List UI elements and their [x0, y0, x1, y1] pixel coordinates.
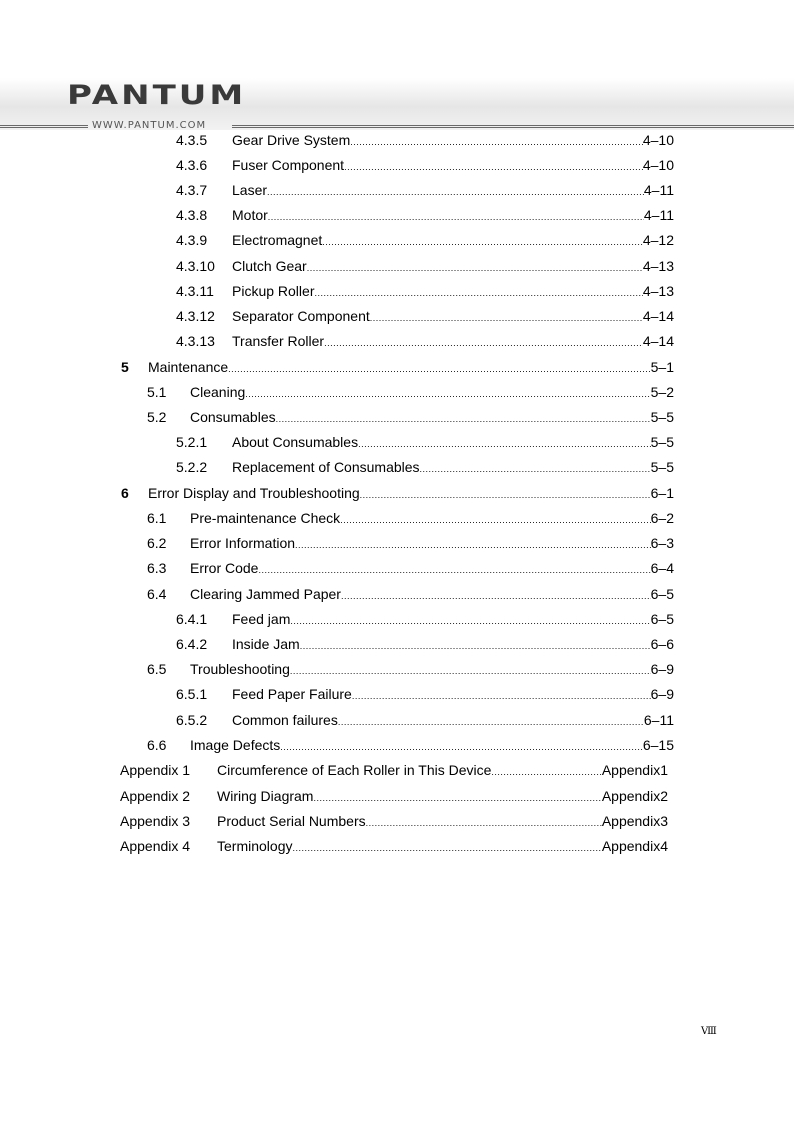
- toc-entry[interactable]: [176, 155, 674, 175]
- toc-entry-number: 6.5.2: [176, 712, 208, 728]
- toc-appendix[interactable]: [120, 836, 668, 856]
- toc-entry-title: Clutch Gear: [232, 258, 307, 274]
- toc-entry[interactable]: [176, 130, 674, 150]
- toc-entry[interactable]: [147, 533, 674, 553]
- toc-appendix[interactable]: [120, 786, 668, 806]
- toc-entry-number: Appendix 1: [120, 762, 191, 778]
- toc-leader-dots: [280, 737, 643, 757]
- toc-entry-title: Troubleshooting: [190, 661, 290, 677]
- toc-entry[interactable]: [176, 205, 674, 225]
- toc-entry-page: 5–5: [650, 459, 674, 475]
- toc-entry-title: Product Serial Numbers: [217, 813, 366, 829]
- toc-entry[interactable]: [176, 457, 674, 477]
- toc-entry-page: 5–1: [650, 359, 674, 375]
- toc-entry-page: 4–11: [643, 182, 674, 198]
- toc-entry-number: 6.2: [147, 535, 167, 551]
- toc-entry-title: About Consumables: [232, 434, 359, 450]
- toc-entry[interactable]: [147, 382, 674, 402]
- toc-entry-title: Maintenance: [148, 359, 229, 375]
- toc-leader-dots: [300, 636, 651, 656]
- toc-leader-dots: [322, 232, 643, 252]
- toc-entry[interactable]: [176, 432, 674, 452]
- toc-entry-number: 4.3.5: [176, 132, 208, 148]
- toc-leader-dots: [295, 535, 651, 555]
- toc-entry-number: 6.3: [147, 560, 167, 576]
- toc-entry-number: 4.3.12: [176, 308, 215, 324]
- toc-entry-number: 4.3.13: [176, 333, 215, 349]
- toc-chapter[interactable]: [121, 357, 674, 377]
- toc-entry-number: 5.2: [147, 409, 167, 425]
- toc-entry[interactable]: [147, 584, 674, 604]
- toc-leader-dots: [307, 258, 643, 278]
- toc-entry[interactable]: [147, 407, 674, 427]
- toc-entry-page: Appendix1: [601, 762, 668, 778]
- toc-entry-number: Appendix 3: [120, 813, 191, 829]
- toc-entry-title: Error Information: [190, 535, 296, 551]
- toc-entry-title: Error Code: [190, 560, 259, 576]
- toc-entry-number: Appendix 4: [120, 838, 191, 854]
- toc-entry-number: 5.1: [147, 384, 167, 400]
- toc-entry-number: 4.3.10: [176, 258, 215, 274]
- toc-entry-title: Clearing Jammed Paper: [190, 586, 341, 602]
- toc-entry-title: Image Defects: [190, 737, 281, 753]
- header-rule-left: [0, 125, 88, 128]
- toc-entry-page: 6–3: [650, 535, 674, 551]
- toc-entry-title: Fuser Component: [232, 157, 345, 173]
- toc-leader-dots: [340, 510, 650, 530]
- toc-entry[interactable]: [176, 180, 674, 200]
- toc-entry[interactable]: [176, 331, 674, 351]
- toc-entry[interactable]: [176, 634, 674, 654]
- toc-leader-dots: [358, 434, 651, 454]
- toc-leader-dots: [258, 560, 650, 580]
- toc-leader-dots: [268, 207, 644, 227]
- toc-entry-title: Feed jam: [232, 611, 291, 627]
- toc-entry-title: Pickup Roller: [232, 283, 315, 299]
- toc-entry-page: 4–10: [642, 132, 674, 148]
- toc-leader-dots: [341, 586, 651, 606]
- toc-entry-page: 4–14: [642, 333, 674, 349]
- toc-entry-title: Wiring Diagram: [217, 788, 314, 804]
- toc-entry-number: 5.2.1: [176, 434, 208, 450]
- toc-leader-dots: [314, 283, 642, 303]
- toc-leader-dots: [245, 384, 650, 404]
- page-number: Ⅷ: [701, 1026, 717, 1037]
- toc-entry-title: Terminology: [217, 838, 293, 854]
- toc-entry[interactable]: [147, 508, 674, 528]
- toc-entry-page: 4–12: [642, 232, 674, 248]
- toc-entry-page: 4–13: [642, 283, 674, 299]
- toc-entry-page: 6–9: [650, 686, 674, 702]
- toc-entry-page: Appendix4: [601, 838, 668, 854]
- toc-entry-number: 4.3.6: [176, 157, 208, 173]
- toc-entry[interactable]: [147, 735, 674, 755]
- toc-leader-dots: [313, 788, 601, 808]
- toc-entry-title: Common failures: [232, 712, 338, 728]
- toc-entry[interactable]: [176, 306, 674, 326]
- toc-entry-number: 4.3.7: [176, 182, 208, 198]
- toc-entry-title: Separator Component: [232, 308, 370, 324]
- toc-entry[interactable]: [176, 609, 674, 629]
- toc-entry-page: 6–5: [650, 611, 674, 627]
- toc-entry-page: Appendix2: [601, 788, 668, 804]
- pantum-logo: PANTUM: [67, 80, 247, 112]
- toc-entry-number: Appendix 2: [120, 788, 191, 804]
- toc-entry-number: 4.3.11: [176, 283, 214, 299]
- toc-appendix[interactable]: [120, 811, 668, 831]
- toc-leader-dots: [324, 333, 643, 353]
- toc-entry-title: Gear Drive System: [232, 132, 351, 148]
- toc-leader-dots: [360, 485, 651, 505]
- toc-entry-title: Cleaning: [190, 384, 246, 400]
- toc-entry-page: 6–4: [650, 560, 674, 576]
- toc-entry-number: 6.4.2: [176, 636, 208, 652]
- toc-entry-title: Laser: [232, 182, 268, 198]
- toc-entry-page: Appendix3: [601, 813, 668, 829]
- toc-entry-number: 6.4: [147, 586, 167, 602]
- toc-entry-title: Pre-maintenance Check: [190, 510, 341, 526]
- toc-entry-page: 4–13: [642, 258, 674, 274]
- toc-entry-title: Error Display and Troubleshooting: [148, 485, 360, 501]
- toc-entry-title: Transfer Roller: [232, 333, 325, 349]
- toc-entry-number: 6: [121, 485, 129, 501]
- toc-entry-page: 6–2: [650, 510, 674, 526]
- toc-entry-title: Feed Paper Failure: [232, 686, 352, 702]
- toc-entry-number: 6.5: [147, 661, 167, 677]
- toc-leader-dots: [420, 459, 651, 479]
- toc-leader-dots: [350, 132, 643, 152]
- toc-leader-dots: [338, 712, 644, 732]
- toc-entry-number: 6.6: [147, 737, 167, 753]
- header-url: WWW.PANTUM.COM: [92, 120, 207, 131]
- toc-entry-number: 4.3.9: [176, 232, 208, 248]
- toc-entry-page: 4–11: [643, 207, 674, 223]
- toc-leader-dots: [267, 182, 644, 202]
- toc-entry-page: 6–6: [650, 636, 674, 652]
- toc-entry-title: Electromagnet: [232, 232, 323, 248]
- toc-entry-number: 6.4.1: [176, 611, 208, 627]
- toc-leader-dots: [290, 611, 650, 631]
- toc-entry-title: Consumables: [190, 409, 276, 425]
- toc-entry[interactable]: [176, 281, 674, 301]
- toc-entry-page: 4–14: [642, 308, 674, 324]
- toc-entry[interactable]: [147, 558, 674, 578]
- toc-entry-title: Motor: [232, 207, 268, 223]
- toc-entry[interactable]: [176, 256, 674, 276]
- toc-appendix[interactable]: [120, 760, 668, 780]
- toc-entry-page: 5–5: [650, 434, 674, 450]
- toc-leader-dots: [292, 838, 601, 858]
- toc-leader-dots: [344, 157, 643, 177]
- toc-leader-dots: [228, 359, 650, 379]
- toc-entry-page: 6–11: [643, 712, 674, 728]
- toc-leader-dots: [370, 308, 643, 328]
- toc-entry-number: 4.3.8: [176, 207, 208, 223]
- toc-entry-number: 5.2.2: [176, 459, 208, 475]
- toc-entry[interactable]: [176, 710, 674, 730]
- toc-entry[interactable]: [176, 684, 674, 704]
- toc-leader-dots: [352, 686, 651, 706]
- toc-entry-page: 6–9: [650, 661, 674, 677]
- toc-entry-page: 4–10: [642, 157, 674, 173]
- toc-leader-dots: [366, 813, 602, 833]
- toc-entry-number: 6.1: [147, 510, 167, 526]
- toc-leader-dots: [290, 661, 651, 681]
- toc-entry-page: 6–5: [650, 586, 674, 602]
- header-rule-right: [232, 125, 794, 128]
- toc-entry-title: Inside Jam: [232, 636, 300, 652]
- toc-entry-page: 6–15: [642, 737, 674, 753]
- toc-entry[interactable]: [147, 659, 674, 679]
- toc-entry-number: 6.5.1: [176, 686, 208, 702]
- toc-entry[interactable]: [176, 230, 674, 250]
- toc-chapter[interactable]: [121, 483, 674, 503]
- toc-leader-dots: [276, 409, 651, 429]
- toc-entry-title: Circumference of Each Roller in This Device: [217, 762, 492, 778]
- toc-entry-title: Replacement of Consumables: [232, 459, 420, 475]
- toc-entry-page: 5–2: [650, 384, 674, 400]
- toc-entry-page: 5–5: [650, 409, 674, 425]
- toc-entry-number: 5: [121, 359, 129, 375]
- toc-leader-dots: [491, 762, 601, 782]
- toc-entry-page: 6–1: [650, 485, 674, 501]
